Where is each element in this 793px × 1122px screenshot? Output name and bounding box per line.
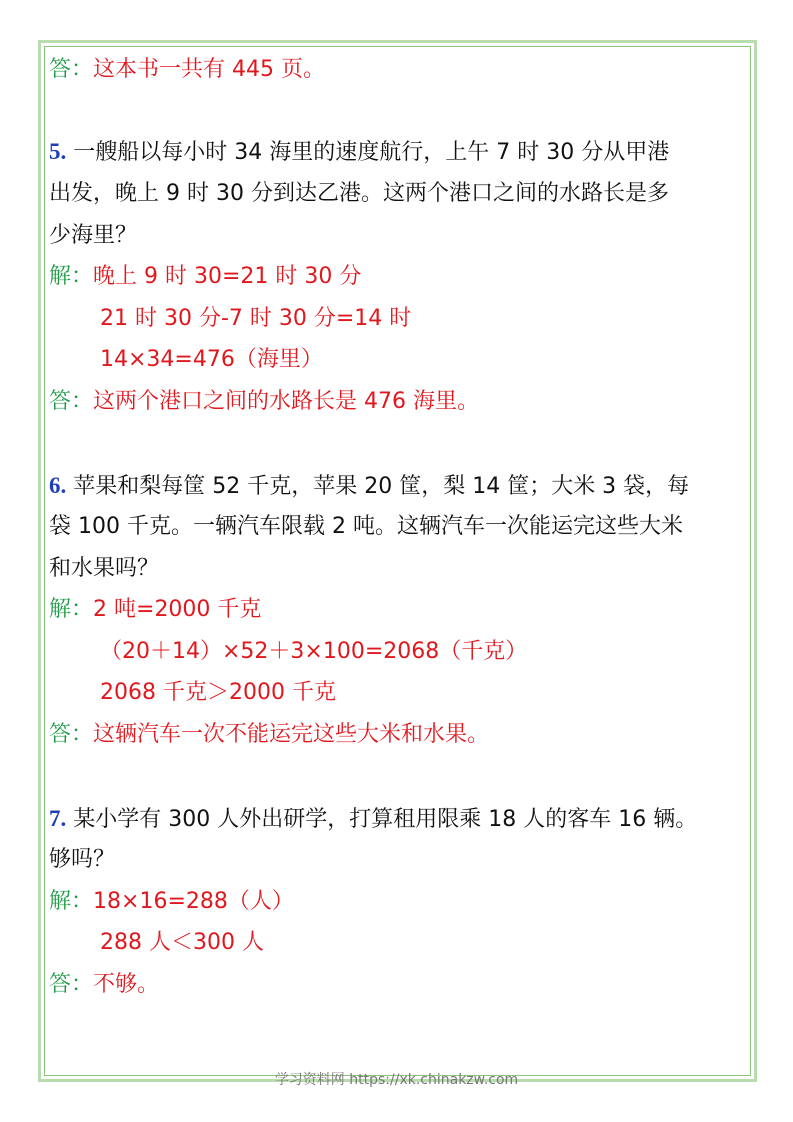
- solution-label: 解：: [49, 889, 94, 914]
- answer-label: 答：: [49, 389, 94, 414]
- answer-label: 答：: [49, 57, 94, 82]
- answer-text: 这辆汽车一次不能运完这些大米和水果。: [93, 722, 490, 747]
- solution-text: 18×16=288（人）: [93, 889, 294, 914]
- answer-label: 答：: [49, 972, 94, 997]
- problem-7-question-line-1: [49, 804, 697, 835]
- top-answer-line: [49, 55, 325, 85]
- solution-label: 解：: [49, 264, 94, 289]
- problem-6-solution-line-2: （20＋14）×52＋3×100=2068（千克）: [100, 639, 528, 664]
- answer-text: 这两个港口之间的水路长是 476 海里。: [93, 389, 479, 414]
- problem-7-answer-line: [49, 970, 159, 1000]
- problem-5-question-line-1: [49, 137, 669, 168]
- problem-5-solution-line-3: 14×34=476（海里）: [100, 347, 323, 372]
- problem-6-question-line-2: 袋 100 千克。一辆汽车限载 2 吨。这辆汽车一次能运完这些大米: [49, 514, 683, 539]
- problem-5-question-line-3: 少海里？: [49, 223, 138, 248]
- problem-5-question-line-2: 出发，晚上 9 时 30 分到达乙港。这两个港口之间的水路长是多: [49, 181, 669, 206]
- problem-5-solution-line-2: 21 时 30 分-7 时 30 分=14 时: [100, 306, 412, 331]
- footer-watermark: 学习资料网 https://xk.chinakzw.com: [274, 1072, 519, 1088]
- question-text: 苹果和梨每筐 52 千克，苹果 20 筐，梨 14 筐；大米 3 袋，每: [73, 474, 690, 499]
- problem-5-solution-line-1: [49, 262, 361, 292]
- problem-5-answer-line: [49, 387, 479, 417]
- problem-7-question-line-2: 够吗？: [49, 847, 116, 872]
- answer-label: 答：: [49, 722, 94, 747]
- question-text: 一艘船以每小时 34 海里的速度航行，上午 7 时 30 分从甲港: [73, 140, 670, 165]
- question-text: 某小学有 300 人外出研学，打算租用限乘 18 人的客车 16 辆。: [73, 807, 698, 832]
- problem-7-solution-line-1: [49, 887, 294, 917]
- problem-number: 7.: [49, 806, 67, 831]
- answer-text: 这本书一共有 445 页。: [93, 57, 325, 82]
- problem-6-solution-line-1: [49, 595, 261, 625]
- problem-6-answer-line: [49, 720, 489, 750]
- solution-text: 晚上 9 时 30=21 时 30 分: [93, 264, 362, 289]
- problem-6-question-line-3: 和水果吗？: [49, 556, 160, 581]
- answer-text: 不够。: [93, 972, 160, 997]
- problem-7-solution-line-2: 288 人＜300 人: [100, 930, 264, 955]
- problem-number: 6.: [49, 473, 67, 498]
- solution-label: 解：: [49, 597, 94, 622]
- problem-6-solution-line-3: 2068 千克＞2000 千克: [100, 680, 336, 705]
- problem-6-question-line-1: [49, 471, 689, 502]
- solution-text: 2 吨=2000 千克: [93, 597, 262, 622]
- problem-number: 5.: [49, 139, 67, 164]
